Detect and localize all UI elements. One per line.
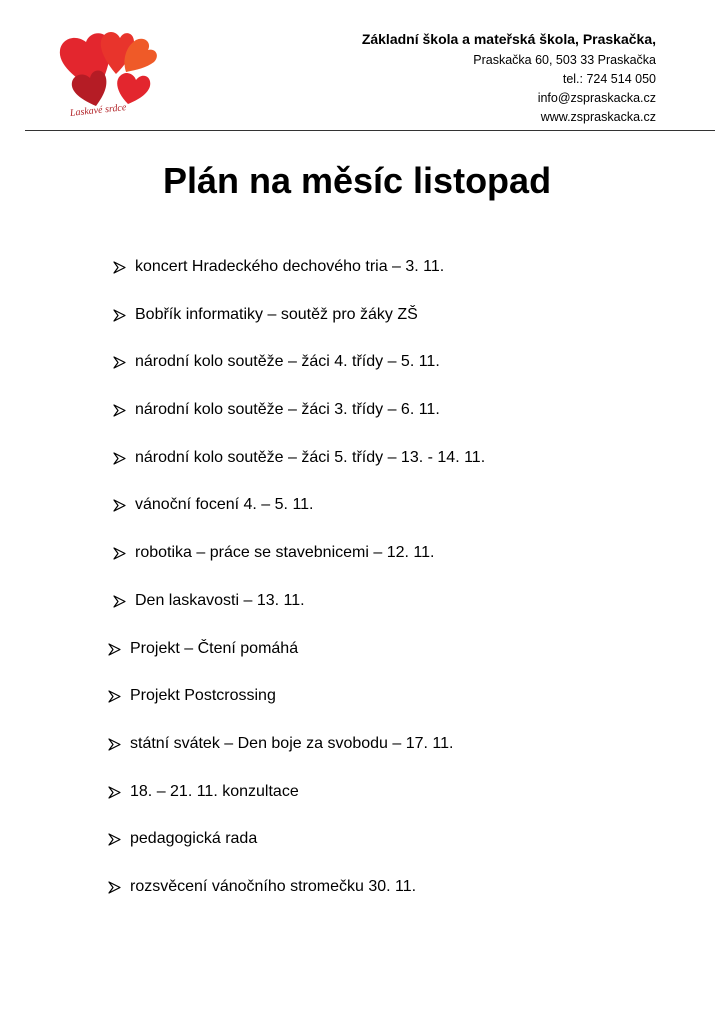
list-item-text: pedagogická rada (130, 830, 258, 848)
arrow-bullet-icon (108, 786, 121, 799)
arrow-bullet-icon (108, 833, 121, 846)
school-address: Praskačka 60, 503 33 Praskačka (473, 53, 656, 67)
school-phone: tel.: 724 514 050 (562, 72, 656, 86)
list-item-text: robotika – práce se stavebnicemi – 12. 11. (135, 544, 435, 562)
list-item-text: vánoční focení 4. – 5. 11. (135, 496, 314, 514)
header-divider (25, 130, 715, 131)
school-logo (56, 26, 166, 126)
arrow-bullet-icon (108, 690, 121, 703)
list-item-text: národní kolo soutěže – žáci 5. třídy – 13. - 14. 11. (135, 448, 486, 466)
arrow-bullet-icon (108, 738, 121, 751)
arrow-bullet-icon (113, 452, 126, 465)
school-name: Základní škola a mateřská škola, Praskačka, (361, 31, 656, 47)
logo-caption: Laskavé srdce (69, 102, 127, 119)
arrow-bullet-icon (113, 404, 126, 417)
page-title: Plán na měsíc listopad (162, 160, 552, 201)
list-item-text: koncert Hradeckého dechového tria – 3. 11. (135, 258, 445, 275)
arrow-bullet-icon (113, 547, 126, 560)
list-item-text: Den laskavosti – 13. 11. (135, 591, 305, 609)
school-website[interactable]: www.zspraskacka.cz (540, 110, 656, 124)
arrow-bullet-icon (113, 356, 126, 369)
list-item-text: 18. – 21. 11. konzultace (130, 782, 299, 800)
list-item-text: národní kolo soutěže – žáci 4. třídy – 5. 11. (135, 353, 440, 371)
arrow-bullet-icon (113, 595, 126, 608)
school-email[interactable]: info@zspraskacka.cz (537, 91, 656, 105)
list-item-text: Bobřík informatiky – soutěž pro žáky ZŠ (135, 305, 418, 323)
arrow-bullet-icon (108, 643, 121, 656)
arrow-bullet-icon (113, 499, 126, 512)
list-item-text: národní kolo soutěže – žáci 3. třídy – 6. 11. (135, 401, 440, 419)
hearts-logo-icon (56, 26, 166, 116)
list-item-text: Projekt Postcrossing (130, 687, 276, 705)
list-item-text: rozsvěcení vánočního stromečku 30. 11. (130, 877, 417, 895)
arrow-bullet-icon (108, 881, 121, 894)
list-item-text: státní svátek – Den boje za svobodu – 17. 11. (130, 734, 454, 752)
arrow-bullet-icon (113, 309, 126, 322)
list-item-text: Projekt – Čtení pomáhá (130, 639, 299, 657)
school-contact-block (362, 30, 656, 127)
arrow-bullet-icon (113, 261, 126, 274)
